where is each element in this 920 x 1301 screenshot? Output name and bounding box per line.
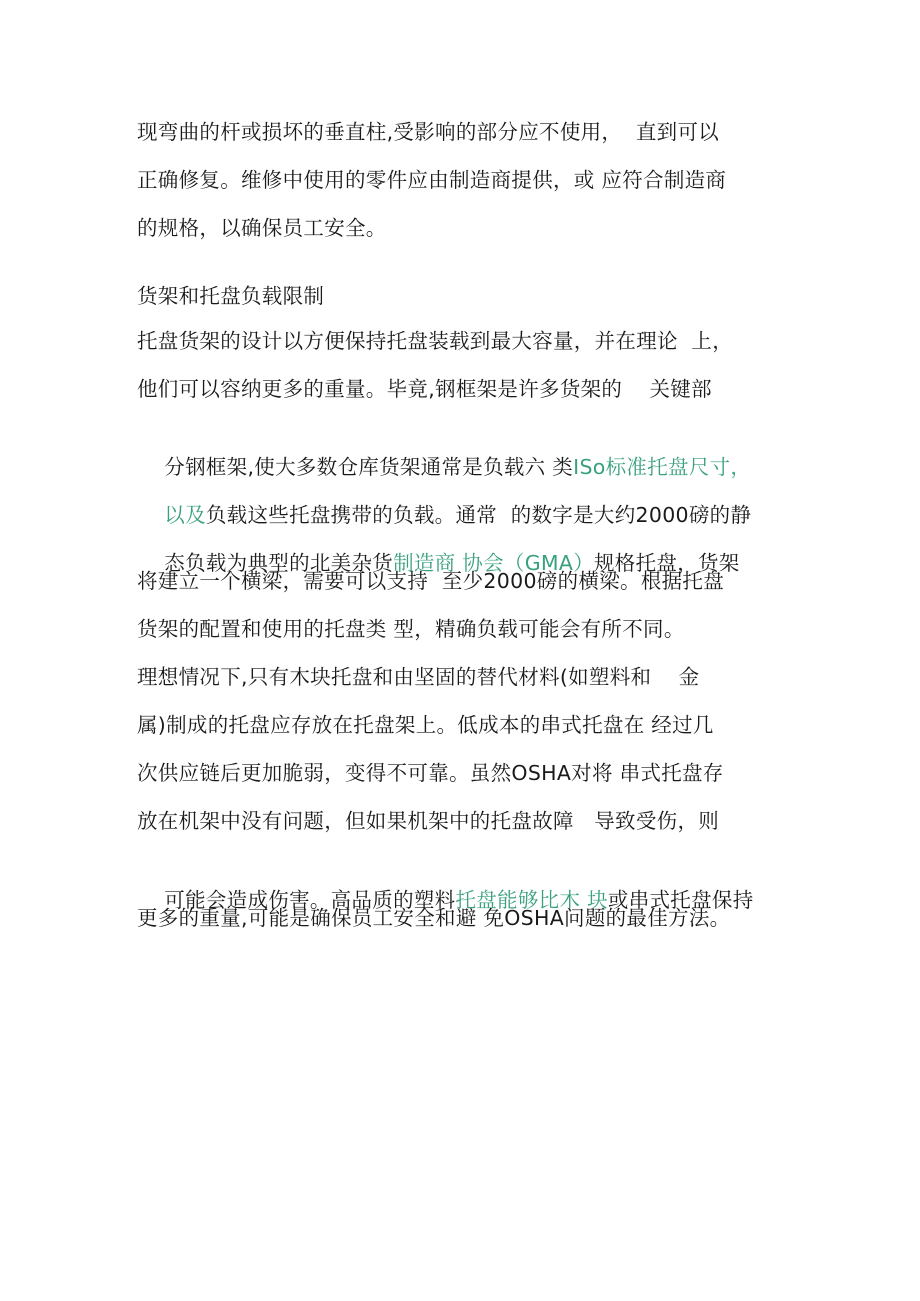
paragraph-2-line-4-text: 负载这些托盘携带的负载。通常 的数字是大约2000磅的静 [205, 503, 752, 527]
paragraph-3-line-2: 属)制成的托盘应存放在托盘架上。低成本的串式托盘在 经过几 [137, 713, 714, 737]
gma-association-link[interactable]: 制造商 协会（GMA） [393, 551, 594, 575]
paragraph-3-line-5-text-b: 或串式托盘保持 [607, 888, 754, 912]
paragraph-3-line-4: 放在机架中没有问题，但如果机架中的托盘故障 导致受伤，则 [137, 809, 720, 833]
paragraph-2-line-5-text-a: 态负载为典型的北美杂货 [164, 551, 394, 575]
paragraph-2-line-7: 货架的配置和使用的托盘类 型，精确负载可能会有所不同。 [137, 617, 685, 641]
iso-pallet-size-link-continued[interactable]: 以及 [164, 503, 206, 527]
paragraph-2-line-5 [137, 518, 740, 575]
paragraph-1-line-1: 现弯曲的杆或损坏的垂直柱,受影响的部分应不使用， 直到可以 [137, 120, 720, 144]
paragraph-2-line-2: 他们可以容纳更多的重量。毕竟,钢框架是许多货架的 关键部 [137, 377, 712, 401]
paragraph-3-line-3: 次供应链后更加脆弱，变得不可靠。虽然OSHA对将 串式托盘存 [137, 761, 724, 785]
section-heading: 货架和托盘负载限制 [137, 284, 325, 308]
paragraph-3-line-5 [137, 855, 754, 912]
paragraph-1-line-3: 的规格，以确保员工安全。 [137, 216, 387, 240]
paragraph-2-line-3 [137, 422, 752, 479]
paragraph-3-line-1: 理想情况下,只有木块托盘和由坚固的替代材料(如塑料和 金 [137, 665, 700, 689]
paragraph-2-line-1: 托盘货架的设计以方便保持托盘装载到最大容量，并在理论 上， [137, 329, 734, 353]
iso-pallet-size-link[interactable]: ISo标准托盘尺寸， [573, 455, 752, 479]
paragraph-2-line-4 [137, 470, 752, 527]
paragraph-2-line-6: 将建立一个横梁，需要可以支持 至少2000磅的横梁。根据托盘 [137, 569, 725, 593]
paragraph-2-line-5-text-b: 规格托盘，货架 [594, 551, 740, 575]
plastic-pallet-link[interactable]: 托盘能够比木 块 [455, 888, 608, 912]
paragraph-3-line-6: 更多的重量,可能是确保员工安全和避 免OSHA问题的最佳方法。 [137, 906, 731, 930]
paragraph-3-line-5-text-a: 可能会造成伤害。高品质的塑料 [164, 888, 456, 912]
paragraph-1-line-2: 正确修复。维修中使用的零件应由制造商提供，或 应符合制造商 [137, 168, 727, 192]
paragraph-2-line-3-text: 分钢框架,使大多数仓库货架通常是负载六 类 [164, 455, 574, 479]
